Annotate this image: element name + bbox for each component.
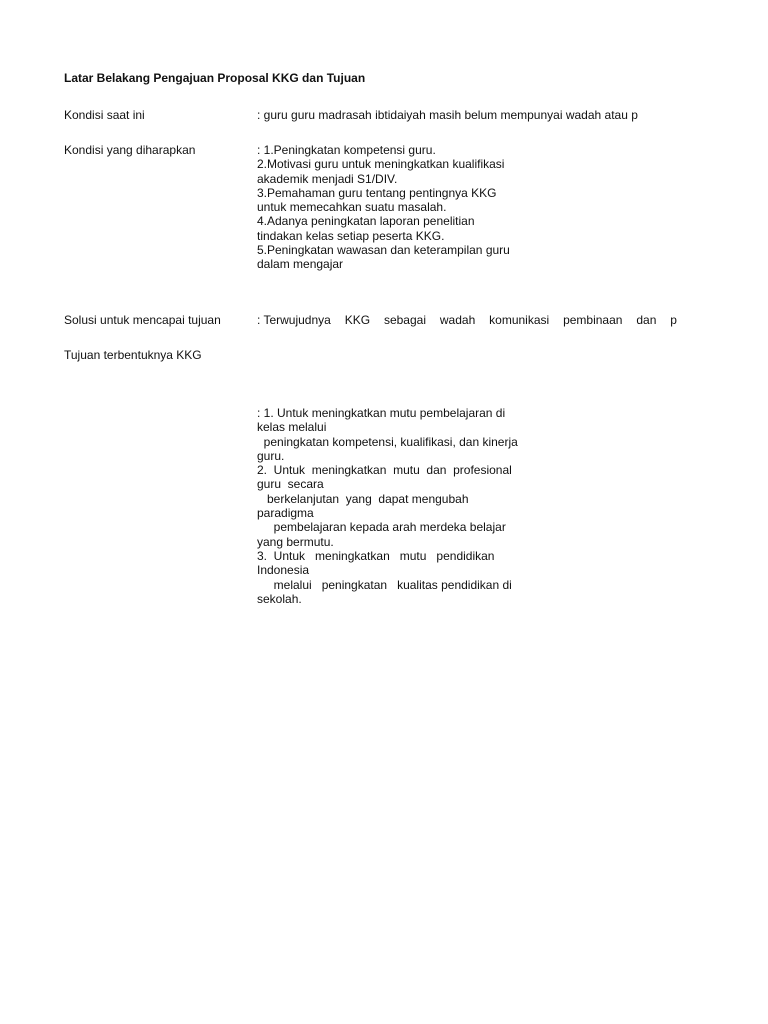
value-kondisi-diharapkan xyxy=(257,143,532,272)
tujuan-line: peningkatan kompetensi, kualifikasi, dan kinerja xyxy=(257,434,518,449)
kondisi-line: : 1.Peningkatan kompetensi guru. xyxy=(257,143,436,157)
kondisi-line: 5.Peningkatan wawasan dan keterampilan guru xyxy=(257,243,510,258)
solusi-word: dan xyxy=(636,313,657,327)
kondisi-line: tindakan kelas setiap peserta KKG. xyxy=(257,228,445,243)
solusi-word: : Terwujudnya xyxy=(257,313,331,327)
solusi-word: komunikasi xyxy=(489,313,550,327)
tujuan-line: yang bermutu. xyxy=(257,534,334,549)
label-kondisi-diharapkan: Kondisi yang diharapkan xyxy=(64,143,196,157)
kondisi-line: 3.Pemahaman guru tentang pentingnya KKG xyxy=(257,185,497,200)
solusi-word: pembinaan xyxy=(563,313,623,327)
tujuan-line: pembelajaran kepada arah merdeka belajar xyxy=(257,520,506,535)
kondisi-line: akademik menjadi S1/DIV. xyxy=(257,171,398,186)
tujuan-line: : 1. Untuk meningkatkan mutu pembelajaran di xyxy=(257,406,506,420)
tujuan-line: paradigma xyxy=(257,506,314,521)
value-solusi xyxy=(257,313,677,327)
tujuan-line: guru. xyxy=(257,448,285,463)
kondisi-line: dalam mengajar xyxy=(257,257,344,272)
document-title: Latar Belakang Pengajuan Proposal KKG dan Tujuan xyxy=(64,71,366,85)
tujuan-line: 3. Untuk meningkatkan mutu pendidikan xyxy=(257,548,495,563)
solusi-word: wadah xyxy=(439,313,476,327)
solusi-justified-line xyxy=(257,313,677,327)
solusi-word: sebagai xyxy=(383,313,426,327)
solusi-word: KKG xyxy=(344,313,371,327)
label-kondisi-saat-ini: Kondisi saat ini xyxy=(64,108,145,122)
kondisi-line: untuk memecahkan suatu masalah. xyxy=(257,200,447,215)
tujuan-line: kelas melalui xyxy=(257,420,327,435)
kondisi-line: 4.Adanya peningkatan laporan penelitian xyxy=(257,214,475,229)
kondisi-line: 2.Motivasi guru untuk meningkatkan kualifikasi xyxy=(257,157,505,172)
label-solusi: Solusi untuk mencapai tujuan xyxy=(64,313,221,327)
tujuan-line: Indonesia xyxy=(257,563,310,578)
value-kondisi-saat-ini: : guru guru madrasah ibtidaiyah masih belum mempunyai wadah atau p xyxy=(257,108,638,122)
tujuan-line: 2. Untuk meningkatkan mutu dan profesional xyxy=(257,463,512,478)
label-tujuan: Tujuan terbentuknya KKG xyxy=(64,348,202,362)
tujuan-line: berkelanjutan yang dapat mengubah xyxy=(257,491,469,506)
value-tujuan xyxy=(257,406,532,606)
tujuan-line: melalui peningkatan kualitas pendidikan di xyxy=(257,577,512,592)
solusi-word: p xyxy=(670,313,677,327)
tujuan-line: guru secara xyxy=(257,477,324,492)
tujuan-line: sekolah. xyxy=(257,591,302,606)
